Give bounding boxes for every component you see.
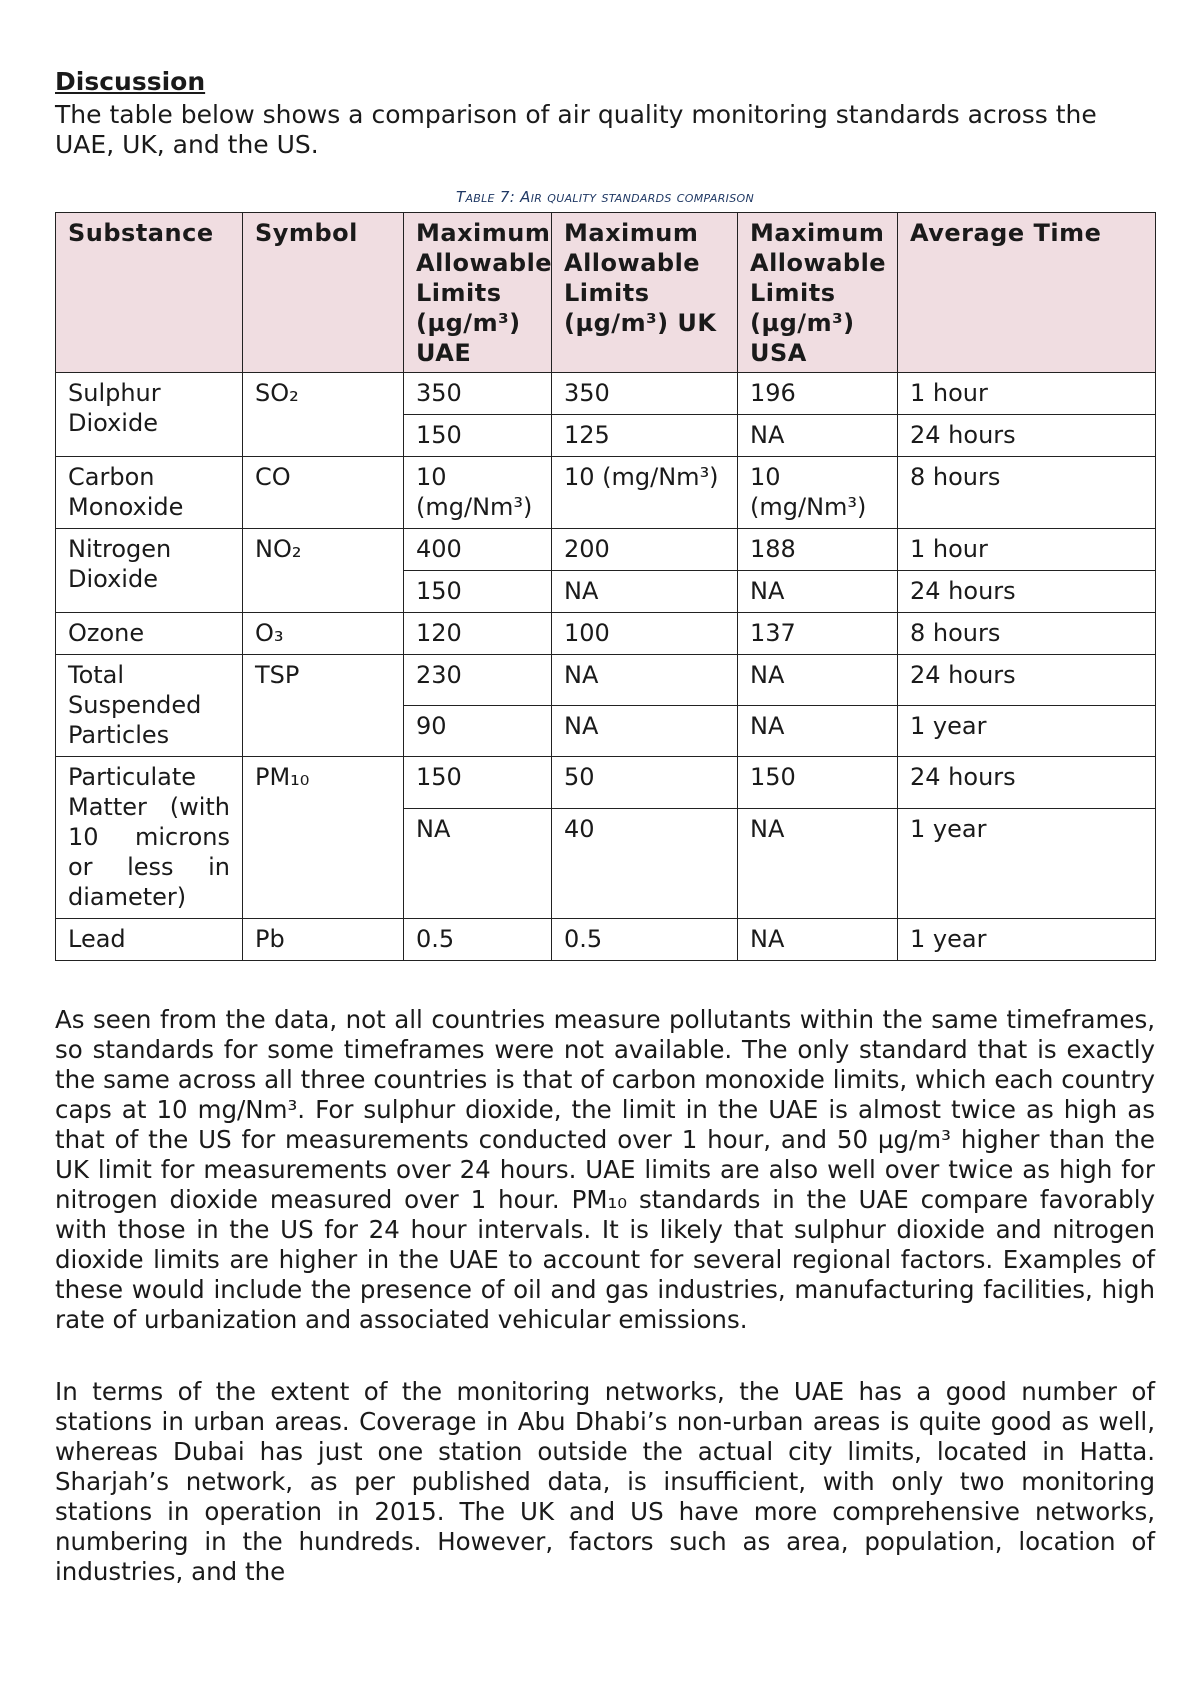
- uk-cell: NA: [552, 706, 738, 757]
- usa-cell: NA: [738, 415, 898, 457]
- uk-cell: 125: [552, 415, 738, 457]
- table-row: [56, 919, 1156, 961]
- uk-cell: 350: [552, 373, 738, 415]
- table-row: [56, 457, 1156, 529]
- table-row: [56, 757, 1156, 809]
- document-page: [55, 66, 1155, 1587]
- section-heading: Discussion: [55, 67, 206, 96]
- usa-cell: 150: [738, 757, 898, 809]
- uae-cell: 90: [404, 706, 552, 757]
- symbol-cell: Pb: [243, 919, 404, 961]
- uae-cell: 120: [404, 613, 552, 655]
- header-usa-limit: Maximum Allowable Limits (µg/m³) USA: [738, 213, 898, 373]
- time-cell: 1 year: [898, 809, 1156, 919]
- substance-cell: Total Suspended Particles: [56, 655, 243, 757]
- symbol-cell: O₃: [243, 613, 404, 655]
- table-row: [56, 373, 1156, 415]
- header-uk-limit: Maximum Allowable Limits (µg/m³) UK: [552, 213, 738, 373]
- uk-cell: NA: [552, 655, 738, 706]
- time-cell: 1 year: [898, 919, 1156, 961]
- substance-cell: Sulphur Dioxide: [56, 373, 243, 457]
- symbol-cell: PM₁₀: [243, 757, 404, 919]
- usa-cell: NA: [738, 919, 898, 961]
- time-cell: 1 hour: [898, 373, 1156, 415]
- usa-cell: NA: [738, 809, 898, 919]
- usa-cell: NA: [738, 706, 898, 757]
- header-symbol: Symbol: [243, 213, 404, 373]
- uae-cell: 150: [404, 415, 552, 457]
- symbol-cell: SO₂: [243, 373, 404, 457]
- uae-cell: 350: [404, 373, 552, 415]
- intro-paragraph: The table below shows a comparison of air quality monitoring standards across the UAE, UK, and the US.: [55, 100, 1097, 159]
- table-row: [56, 655, 1156, 706]
- usa-cell: 10 (mg/Nm³): [738, 457, 898, 529]
- time-cell: 24 hours: [898, 415, 1156, 457]
- uk-cell: NA: [552, 571, 738, 613]
- symbol-cell: CO: [243, 457, 404, 529]
- air-quality-table: [55, 212, 1156, 961]
- usa-cell: NA: [738, 655, 898, 706]
- uae-cell: 150: [404, 757, 552, 809]
- uae-cell: 150: [404, 571, 552, 613]
- uk-cell: 200: [552, 529, 738, 571]
- time-cell: 8 hours: [898, 613, 1156, 655]
- substance-cell: Nitrogen Dioxide: [56, 529, 243, 613]
- substance-cell: Particulate Matter (with 10 microns or less in diameter): [56, 757, 243, 919]
- uae-cell: NA: [404, 809, 552, 919]
- usa-cell: 196: [738, 373, 898, 415]
- uk-cell: 40: [552, 809, 738, 919]
- uae-cell: 0.5: [404, 919, 552, 961]
- uk-cell: 50: [552, 757, 738, 809]
- discussion-paragraph-2: In terms of the extent of the monitoring networks, the UAE has a good number of stations in urban areas. Coverage in Abu Dhabi’s non-urban areas is quite good as well, whereas Dubai has just one station outside the actual city limits, located in Hatta. Sharjah’s network, as per published data, is insufficient, with only two monitoring stations in operation in 2015. The UK and US have more comprehensive networks, numbering in the hundreds. However, factors such as area, population, location of industries, and the: [55, 1377, 1155, 1586]
- uae-cell: 230: [404, 655, 552, 706]
- table-header-row: [56, 213, 1156, 373]
- usa-cell: 188: [738, 529, 898, 571]
- table-row: [56, 529, 1156, 571]
- table-row: [56, 613, 1156, 655]
- time-cell: 1 hour: [898, 529, 1156, 571]
- substance-cell: Carbon Monoxide: [56, 457, 243, 529]
- uae-cell: 10 (mg/Nm³): [404, 457, 552, 529]
- header-average-time: Average Time: [898, 213, 1156, 373]
- usa-cell: 137: [738, 613, 898, 655]
- discussion-paragraph-1: As seen from the data, not all countries measure pollutants within the same timeframes, so standards for some timeframes were not available. The only standard that is exactly the same across all three countries is that of carbon monoxide limits, which each country caps at 10 mg/Nm³. For sulphur dioxide, the limit in the UAE is almost twice as high as that of the US for measurements conducted over 1 hour, and 50 µg/m³ higher than the UK limit for measurements over 24 hours. UAE limits are also well over twice as high for nitrogen dioxide measured over 1 hour. PM₁₀ standards in the UAE compare favorably with those in the US for 24 hour intervals. It is likely that sulphur dioxide and nitrogen dioxide limits are higher in the UAE to account for several regional factors. Examples of these would include the presence of oil and gas industries, manufacturing facilities, high rate of urbanization and associated vehicular emissions.: [55, 1005, 1155, 1334]
- symbol-cell: TSP: [243, 655, 404, 757]
- symbol-cell: NO₂: [243, 529, 404, 613]
- table-caption: Table 7: Air quality standards comparison: [456, 188, 754, 206]
- time-cell: 24 hours: [898, 757, 1156, 809]
- usa-cell: NA: [738, 571, 898, 613]
- uk-cell: 0.5: [552, 919, 738, 961]
- time-cell: 24 hours: [898, 655, 1156, 706]
- header-substance: Substance: [56, 213, 243, 373]
- uk-cell: 10 (mg/Nm³): [552, 457, 738, 529]
- header-uae-limit: Maximum Allowable Limits (µg/m³) UAE: [404, 213, 552, 373]
- substance-cell: Ozone: [56, 613, 243, 655]
- time-cell: 24 hours: [898, 571, 1156, 613]
- uk-cell: 100: [552, 613, 738, 655]
- time-cell: 8 hours: [898, 457, 1156, 529]
- uae-cell: 400: [404, 529, 552, 571]
- substance-cell: Lead: [56, 919, 243, 961]
- time-cell: 1 year: [898, 706, 1156, 757]
